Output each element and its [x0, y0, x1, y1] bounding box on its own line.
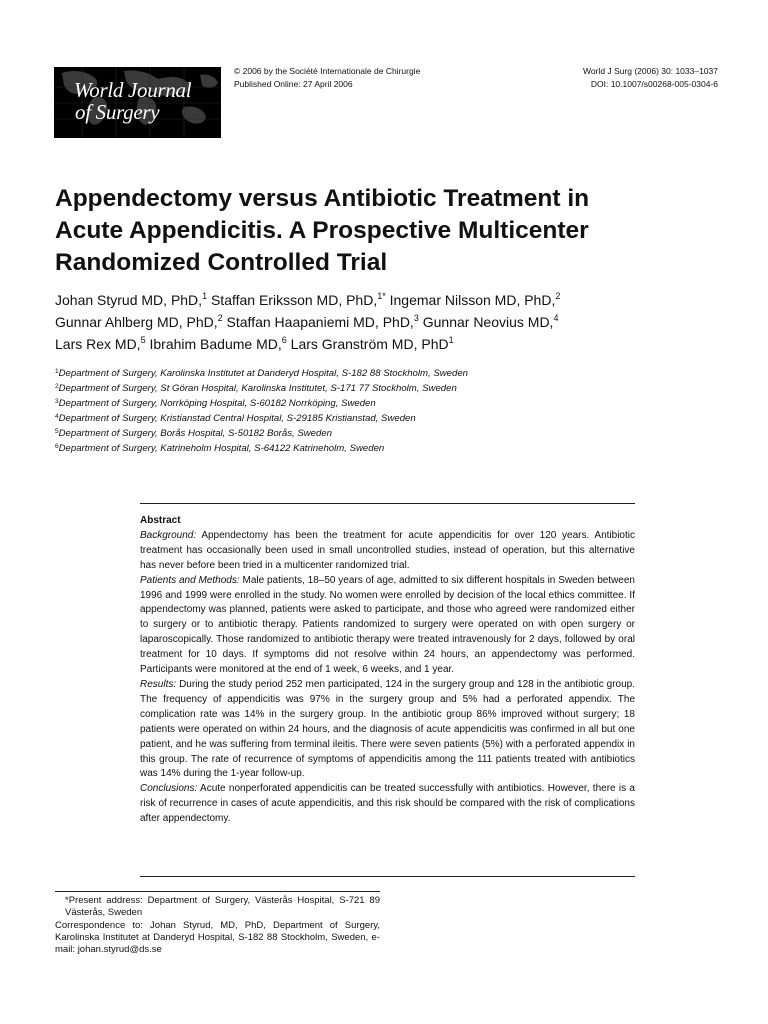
- journal-citation: World J Surg (2006) 30: 1033–1037: [583, 66, 718, 76]
- affiliation-item: [55, 411, 468, 426]
- author-line: [55, 311, 715, 333]
- doi: DOI: 10.1007/s00268-005-0304-6: [590, 79, 718, 89]
- footnotes: [55, 895, 380, 956]
- affiliation-item: [55, 381, 468, 396]
- abstract-bottom-rule: [140, 876, 635, 877]
- present-address-note: *Present address: Department of Surgery, Västerås Hospital, S-721 89 Västerås, Sweden: [65, 895, 380, 919]
- abstract-conclusions: [140, 782, 635, 827]
- abstract-results: [140, 678, 635, 782]
- copyright-notice: © 2006 by the Société Internationale de Chirurgie: [234, 66, 421, 76]
- affiliation-number: 5: [55, 428, 59, 435]
- affiliation-mark: 5: [140, 335, 146, 345]
- affiliation-text: Department of Surgery, Karolinska Institutet at Danderyd Hospital, S-182 88 Stockholm, Sweden: [58, 368, 468, 379]
- citation-info: [583, 65, 718, 91]
- affiliation-item: [55, 426, 468, 441]
- affiliation-mark: 1: [202, 291, 208, 301]
- affiliation-item: [55, 366, 468, 381]
- abstract-top-rule: [140, 503, 635, 504]
- author-name: Gunnar Neovius MD,: [422, 314, 554, 330]
- background-label: Background:: [140, 529, 197, 541]
- journal-logo: [54, 67, 221, 138]
- affiliation-item: [55, 441, 468, 456]
- author-name: Ibrahim Badume MD,: [149, 336, 282, 352]
- author-line: [55, 333, 715, 355]
- correspondence-note: Correspondence to: Johan Styrud, MD, PhD, Department of Surgery, Karolinska Institutet at Danderyd Hospital, S-182 88 Stockholm, Sweden, e-mail: johan.styrud@ds.se: [55, 919, 380, 956]
- title-line: Appendectomy versus Antibiotic Treatment in: [55, 185, 590, 212]
- affiliation-number: 6: [55, 443, 59, 450]
- affiliation-mark: 1*: [377, 291, 386, 301]
- results-text: During the study period 252 men participated, 124 in the surgery group and 128 in the antibiotic group. The frequency of appendicitis was 97% in the surgery group and 5% had a perforated appendix. The complication rate was 14% in the surgery group. In the antibiotic group 86% improved without surgery; 18 patients were operated on within 24 hours, and the diagnosis of acute appendicitis was confirmed in all but one patient, and he was suffering from terminal ileitis. There were seven patients (5%) with a perforated appendix in this group. The rate of recurrence of symptoms of appendicitis among the 111 patients treated with antibiotics was 14% during the 1-year follow-up.: [140, 678, 635, 780]
- author-name: Ingemar Nilsson MD, PhD,: [389, 292, 556, 308]
- author-name: Staffan Eriksson MD, PhD,: [210, 292, 378, 308]
- affiliation-mark: 1: [448, 335, 454, 345]
- affiliation-text: Department of Surgery, Kristianstad Central Hospital, S-29185 Kristianstad, Sweden: [58, 413, 416, 424]
- author-name: Lars Rex MD,: [55, 336, 141, 352]
- abstract-background: [140, 529, 635, 574]
- methods-label: Patients and Methods:: [140, 574, 240, 586]
- affiliation-number: 1: [55, 368, 59, 375]
- abstract-methods: [140, 574, 635, 678]
- article-title: [55, 183, 715, 279]
- affiliation-number: 4: [55, 413, 59, 420]
- logo-title-line1: World Journal: [74, 78, 192, 102]
- methods-text: Male patients, 18–50 years of age, admitted to six different hospitals in Sweden between 1996 and 1999 were enrolled in the study. No women were enrolled by decision of the local ethics committee. If appendectomy was planned, patients were asked to participate, and those who agreed were randomized either to surgery or to antibiotic therapy. Patients randomized to surgery were operated on with open surgery or laparoscopically. Those randomized to antibiotic therapy were treated intravenously for 2 days, followed by oral treatment for 10 days. If symptoms did not resolve within 24 hours, an appendectomy was performed. Participants were monitored at the end of 1 week, 6 weeks, and 1 year.: [140, 574, 635, 676]
- affiliation-mark: 6: [281, 335, 287, 345]
- affiliation-mark: 4: [553, 313, 559, 323]
- background-text: Appendectomy has been the treatment for acute appendicitis for over 120 years. Antibiotic treatment has occasionally been used in small uncontrolled studies, instead of operation, but this alternative has never before been tried in a multicenter randomized trial.: [140, 529, 635, 571]
- logo-title-line2: of Surgery: [75, 100, 160, 124]
- results-label: Results:: [140, 678, 177, 690]
- published-date: Published Online: 27 April 2006: [234, 79, 353, 89]
- affiliation-text: Department of Surgery, Norrköping Hospital, S-60182 Norrköping, Sweden: [58, 398, 376, 409]
- author-name: Staffan Haapaniemi MD, PhD,: [226, 314, 414, 330]
- author-name: Lars Granström MD, PhD: [290, 336, 449, 352]
- affiliation-number: 2: [55, 383, 59, 390]
- abstract: [140, 514, 635, 827]
- affiliation-text: Department of Surgery, St Göran Hospital, Karolinska Institutet, S-171 77 Stockholm, Sweden: [58, 383, 457, 394]
- affiliation-list: [55, 366, 468, 456]
- author-name: Gunnar Ahlberg MD, PhD,: [55, 314, 218, 330]
- affiliation-number: 3: [55, 398, 59, 405]
- author-name: Johan Styrud MD, PhD,: [55, 292, 203, 308]
- title-line: Randomized Controlled Trial: [55, 249, 388, 276]
- affiliation-mark: 3: [413, 313, 419, 323]
- abstract-heading: Abstract: [140, 515, 181, 526]
- affiliation-text: Department of Surgery, Borås Hospital, S-50182 Borås, Sweden: [58, 428, 333, 439]
- footnote-rule: [55, 891, 380, 892]
- affiliation-mark: 2: [217, 313, 223, 323]
- conclusions-text: Acute nonperforated appendicitis can be treated successfully with antibiotics. However, there is a risk of recurrence in cases of acute appendicitis, and this risk should be compared with the risk of complications after appendectomy.: [140, 783, 635, 825]
- affiliation-text: Department of Surgery, Katrineholm Hospital, S-64122 Katrineholm, Sweden: [58, 443, 385, 454]
- author-line: [55, 289, 715, 311]
- publication-info: [234, 65, 420, 91]
- affiliation-mark: 2: [555, 291, 561, 301]
- title-line: Acute Appendicitis. A Prospective Multicenter: [55, 217, 589, 244]
- conclusions-label: Conclusions:: [140, 783, 198, 795]
- affiliation-item: [55, 396, 468, 411]
- author-list: [55, 289, 715, 355]
